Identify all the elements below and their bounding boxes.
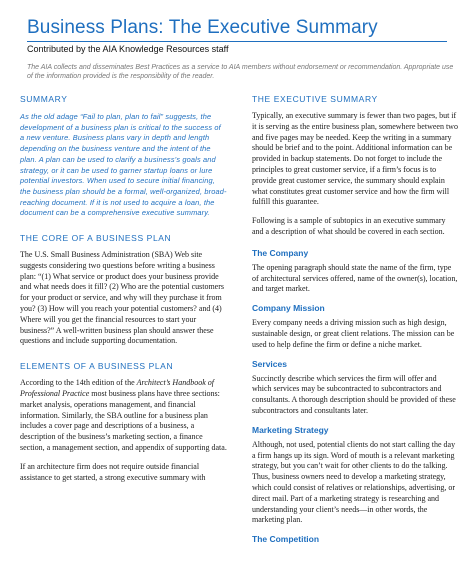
contributor-line: Contributed by the AIA Knowledge Resources staff bbox=[27, 44, 229, 54]
company-heading: The Company bbox=[252, 247, 309, 258]
summary-heading: SUMMARY bbox=[20, 94, 68, 104]
mission-text: Every company needs a driving mission such as high design, sustainable design, or great client relations. The mission can be used to help define the firm or define a niche market. bbox=[252, 318, 455, 349]
handbook-title: Architect’s Handbook of Professional Practice bbox=[20, 378, 214, 398]
elements-text-start: According to the 14th edition of the bbox=[20, 378, 137, 388]
exec-text: Typically, an executive summary is fewer than two pages, but if it is serving as the entire business plan, somewhere between two and five pages may be needed. Keep the writing in a summary should be brief and to the point. Additional information can be provided in backup statements. Do not forget to include the principles to great customer service, if a firm’s focus is to provide great customer service, the summary should explain what constitutes great customer service and how the firm will fulfill this guarantee. bbox=[252, 111, 458, 207]
mission-heading: Company Mission bbox=[252, 303, 325, 314]
exec-heading: THE EXECUTIVE SUMMARY bbox=[252, 94, 378, 104]
title-divider bbox=[27, 41, 447, 42]
core-heading: THE CORE OF A BUSINESS PLAN bbox=[20, 233, 172, 244]
elements-text bbox=[20, 378, 227, 454]
competition-heading: The Competition bbox=[252, 534, 320, 545]
disclaimer-text: The AIA collects and disseminates Best Practices as a service to AIA members without endorsement or recommendation. Appropriate use of the information provided is the responsibility of the reader. bbox=[27, 64, 454, 80]
right-column bbox=[252, 94, 458, 544]
elements-text-end: most business plans have three sections: market analysis, operations management, and financial information. Similarly, the SBA outline for a business plan includes a cover page and descriptions of a business, a description of the business’s marketing section, a finance section, a management section, and appendix of supporting data. bbox=[20, 389, 227, 452]
services-text: Succinctly describe which services the firm will offer and which services may be subcontracted to subcontractors and consultants. A thorough description should be provided of these subcontractors and consultants later. bbox=[252, 373, 456, 415]
elements-heading: ELEMENTS OF A BUSINESS PLAN bbox=[20, 361, 174, 372]
company-text: The opening paragraph should state the name of the firm, type of architectural services offered, name of the owner(s), location, and target market. bbox=[252, 262, 458, 294]
services-heading: Services bbox=[252, 358, 287, 369]
exec-text-2: Following is a sample of subtopics in an executive summary and a description of what should be covered in each section. bbox=[252, 216, 446, 236]
elements-text-2: If an architecture firm does not require outside financial assistance to get started, a strong executive summary with bbox=[20, 461, 206, 482]
core-text: The U.S. Small Business Administration (SBA) Web site suggests considering two questions before writing a business plan: “(1) What service or product does your business provide and what needs does it fill? (2) Who are the potential customers for your product or service, and why will they purchase it from you? (3) How will you reach your potential customers? and (4) Where will you get the financial resources to start your business?” A well-written business plan should answer these questions and include supporting documentation. bbox=[20, 250, 225, 346]
marketing-text: Although, not used, potential clients do not start calling the day a firm hangs up its sign. Word of mouth is a relevant marketing strategy, but you can’t wait for other clients to do the talking. Thus, business owners need to develop a marketing strategy, which could consist of relatives or relationships, advertising, or direct mail. Part of a marketing strategy is researching and understanding your client’s needs—in other words, the marketing plan. bbox=[252, 439, 456, 525]
document-title: Business Plans: The Executive Summary bbox=[27, 17, 378, 38]
summary-text: As the old adage “Fail to plan, plan to fail” suggests, the development of a business plan is critical to the success of a new venture. Business plans vary in depth and length depending on the business venture and the intent of the plan. A plan can be used to clarify a business’s goals and strategy, or it can be used to garner startup loans or lure potential investors. When used to secure initial financing, the business plan should be a formal, well-organized, broad-reaching document. If it is not used to acquire a loan, the document can be a comprehensive executive summary. bbox=[20, 112, 227, 218]
marketing-heading: Marketing Strategy bbox=[252, 424, 329, 435]
left-column bbox=[20, 94, 227, 483]
